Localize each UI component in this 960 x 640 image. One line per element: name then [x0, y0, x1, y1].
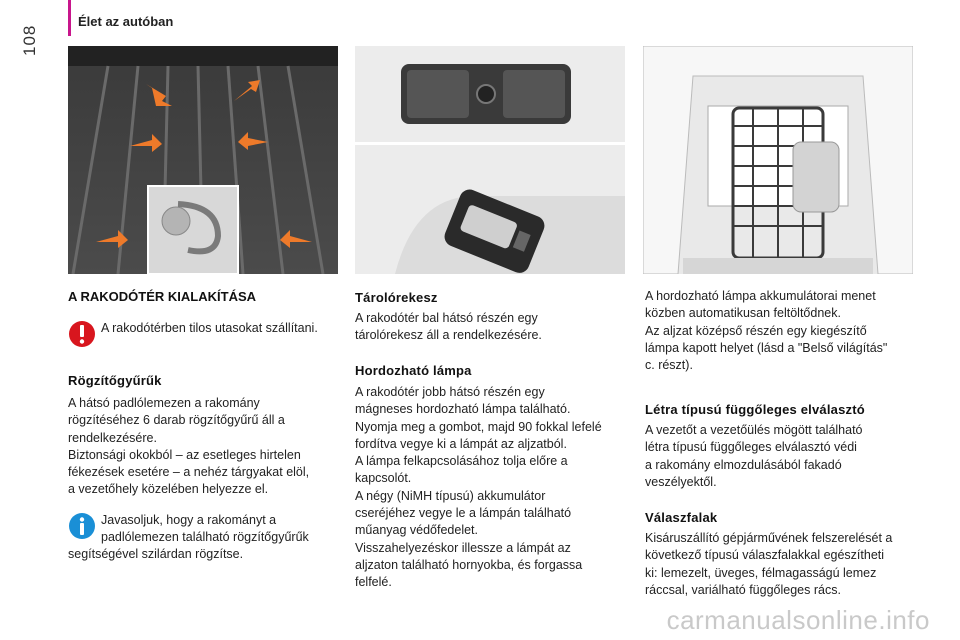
ladder-partition-photo — [643, 46, 913, 274]
portable-lamp-body: A rakodótér jobb hátsó részén egy mágneses hordozható lámpa található. Nyomja meg a gombot, majd 90 fokkal lefelé fordítva vegye ki a lámpát az aljzatból. A lámpa felkapcsolásához tolja előre a kapcsolót. A négy (NiMH típusú) akkumulátor cseréjéhez vegye le a lámpán található műanyag védőfedelet. Visszahelyezéskor illessze a lámpát az aljzaton található hornyokba, és forgassa felfelé. — [355, 385, 602, 590]
page-number: 108 — [20, 24, 39, 56]
info-text-last-line: segítségével szilárdan rögzítse. — [68, 547, 244, 561]
tie-rings-heading: Rögzítőgyűrűk — [68, 373, 162, 388]
ladder-partition-heading: Létra típusú függőleges elválasztó — [645, 402, 865, 417]
warning-icon — [68, 320, 94, 346]
storage-heading: Tárolórekesz — [355, 290, 438, 305]
ladder-partition-body: A vezetőt a vezetőülés mögött található létra típusú függőleges elválasztó védi a rakomány elmozdulásából fakadó veszélyektől. — [645, 423, 863, 489]
cargo-floor-photo — [68, 46, 338, 274]
tie-rings-body: A hátsó padlólemezen a rakomány rögzítéséhez 6 darab rögzítőgyűrű áll a rendelkezésére. Biztonsági okokból – az esetleges hirtelen fékezések esetére – a nehéz tárgyakat elöl, a vezetőhely közelében helyezze el. — [68, 396, 310, 497]
storage-body: A rakodótér bal hátsó részén egy tárolórekesz áll a rendelkezésére. — [355, 311, 542, 343]
partitions-heading: Válaszfalak — [645, 510, 718, 525]
lamp-charging-body: A hordozható lámpa akkumulátorai menet közben automatikusan feltöltődnek. Az aljzat középső részén egy kiegészítő lámpa kapott helyet (lásd a "Belső világítás" c. részt). — [645, 289, 888, 373]
section-title: Élet az autóban — [78, 14, 174, 29]
cargo-layout-heading: A RAKODÓTÉR KIALAKÍTÁSA — [68, 289, 257, 304]
info-icon — [68, 512, 94, 538]
storage-lamp-photo — [355, 46, 625, 274]
portable-lamp-heading: Hordozható lámpa — [355, 363, 472, 378]
warning-text: A rakodótérben tilos utasokat szállítani. — [101, 321, 318, 335]
watermark: carmanualsonline.info — [666, 605, 930, 635]
section-accent-bar — [68, 0, 71, 36]
partitions-body: Kisáruszállító gépjárművének felszerelését a következő típusú válaszfalakkal egészítheti ki: lemezelt, üveges, félmagasságú lemez ráccsal, variálható függőleges rács. — [645, 531, 893, 597]
info-text-lines: Javasoljuk, hogy a rakományt a padlólemezen található rögzítőgyűrűk — [101, 513, 309, 545]
